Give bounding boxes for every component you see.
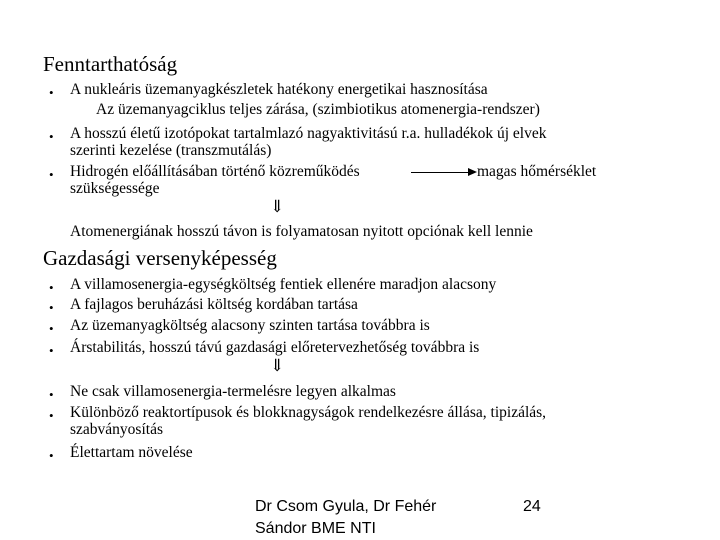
- right-arrow-icon: [468, 168, 477, 176]
- list-item-text: szükségessége: [70, 180, 160, 197]
- list-item-text: A nukleáris üzemanyagkészletek hatékony energetikai hasznosítása: [70, 81, 488, 98]
- bullet: •: [49, 280, 54, 295]
- list-item-text: magas hőmérséklet: [477, 163, 597, 180]
- list-item-text: szabványosítás: [70, 421, 163, 438]
- bullet: •: [49, 129, 54, 144]
- section-title-sustainability: Fenntarthatóság: [43, 52, 178, 76]
- list-item-text: Árstabilitás, hosszú távú gazdasági előretervezhetőség továbbra is: [70, 339, 480, 356]
- bullet: •: [49, 408, 54, 423]
- list-item-text: Az üzemanyagköltség alacsony szinten tartása továbbra is: [70, 317, 430, 334]
- down-arrow-icon: ⇓: [270, 356, 285, 375]
- list-item-text: A hosszú életű izotópokat tartalmlazó nagyaktivitású r.a. hulladékok új elvek: [70, 125, 547, 142]
- footer-author-line1: Dr Csom Gyula, Dr Fehér: [255, 498, 437, 515]
- bullet: •: [49, 300, 54, 315]
- section-title-competitiveness: Gazdasági versenyképesség: [43, 246, 277, 270]
- list-item-text: A villamosenergia-egységköltség fentiek ellenére maradjon alacsony: [70, 276, 497, 293]
- conclusion-text: Atomenergiának hosszú távon is folyamatosan nyitott opciónak kell lennie: [70, 223, 533, 240]
- list-item-text: Különböző reaktortípusok és blokknagyságok rendelkezésre állása, tipizálás,: [70, 404, 547, 421]
- list-item-text: Élettartam növelése: [70, 444, 193, 461]
- list-item-text: szerinti kezelése (transzmutálás): [70, 142, 272, 159]
- list-item-text: Ne csak villamosenergia-termelésre legyen alkalmas: [70, 383, 396, 400]
- list-item-text: A fajlagos beruházási költség kordában tartása: [70, 296, 358, 313]
- list-item-text: Hidrogén előállításában történő közreműködés: [70, 163, 360, 180]
- right-arrow-line: [411, 172, 471, 173]
- down-arrow-icon: ⇓: [270, 197, 285, 216]
- bullet: •: [49, 387, 54, 402]
- bullet: •: [49, 321, 54, 336]
- bullet: •: [49, 448, 54, 463]
- bullet: •: [49, 85, 54, 100]
- bullet: •: [49, 343, 54, 358]
- page-number: 24: [523, 498, 541, 515]
- footer-author-line2: Sándor BME NTI: [255, 520, 376, 537]
- bullet: •: [49, 167, 54, 182]
- list-item-text: Az üzemanyagciklus teljes zárása, (szimbiotikus atomenergia-rendszer): [96, 101, 540, 118]
